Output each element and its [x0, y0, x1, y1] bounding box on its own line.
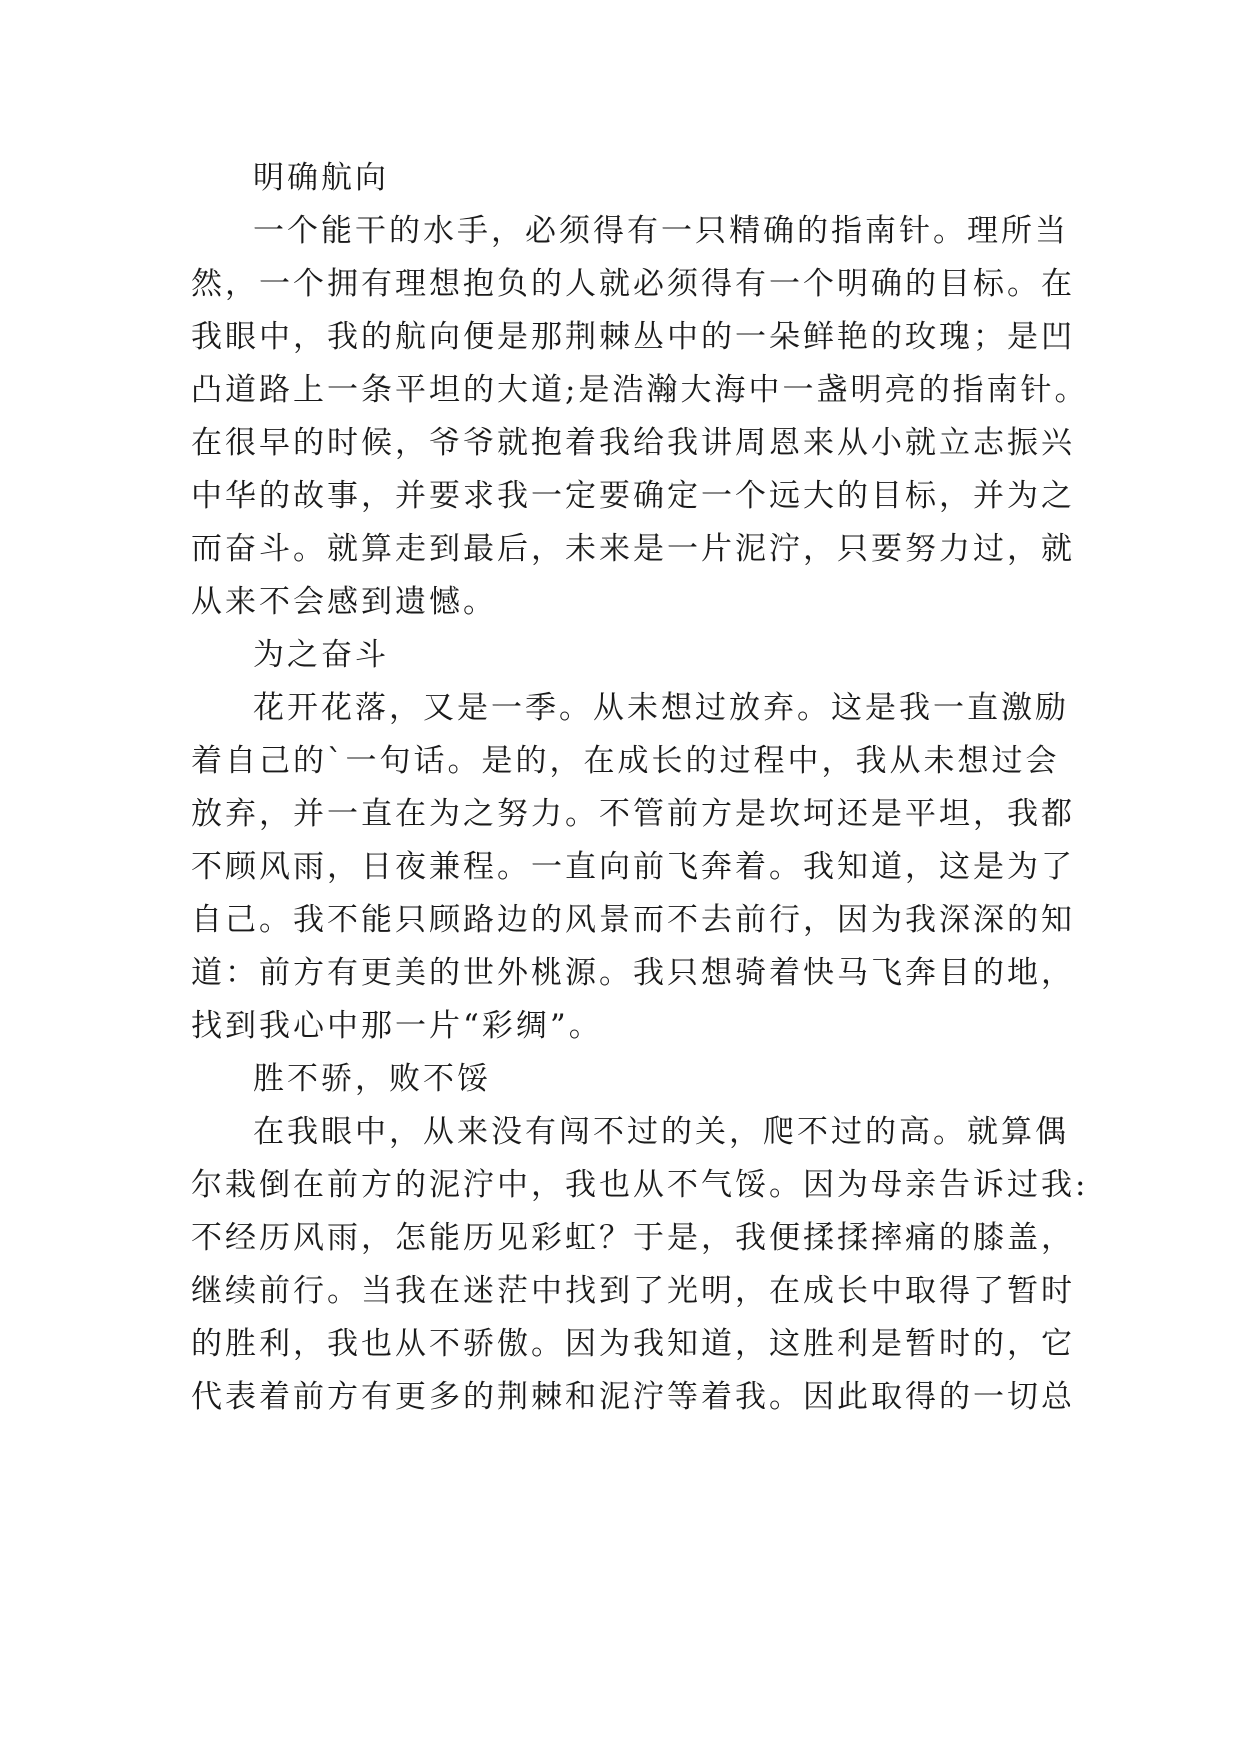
paragraph-line: 继续前行。当我在迷茫中找到了光明，在成长中取得了暂时 [191, 1273, 1075, 1309]
heading-mingque-hangxiang: 明确航向 [253, 160, 389, 196]
paragraph-line: 找到我心中那一片“彩绸”。 [191, 1008, 603, 1044]
paragraph-line: 花开花落，又是一季。从未想过放弃。这是我一直激励 [253, 690, 1069, 726]
paragraph-line: 代表着前方有更多的荆棘和泥泞等着我。因此取得的一切总 [191, 1379, 1075, 1415]
heading-weizhi-fendou: 为之奋斗 [253, 637, 389, 673]
paragraph-line: 不经历风雨，怎能历见彩虹？于是，我便揉揉摔痛的膝盖， [191, 1220, 1075, 1256]
paragraph-line: 在我眼中，从来没有闯不过的关，爬不过的高。就算偶 [253, 1114, 1069, 1150]
paragraph-line: 尔栽倒在前方的泥泞中，我也从不气馁。因为母亲告诉过我: [191, 1167, 1089, 1203]
paragraph-line: 不顾风雨，日夜兼程。一直向前飞奔着。我知道，这是为了 [191, 849, 1075, 885]
paragraph-line: 一个能干的水手，必须得有一只精确的指南针。理所当 [253, 213, 1069, 249]
paragraph-line: 自己。我不能只顾路边的风景而不去前行，因为我深深的知 [191, 902, 1075, 938]
paragraph-line: 的胜利，我也从不骄傲。因为我知道，这胜利是暂时的，它 [191, 1326, 1075, 1362]
paragraph-line: 在很早的时候，爷爷就抱着我给我讲周恩来从小就立志振兴 [191, 425, 1075, 461]
paragraph-line: 而奋斗。就算走到最后，未来是一片泥泞，只要努力过，就 [191, 531, 1075, 567]
paragraph-line: 凸道路上一条平坦的大道;是浩瀚大海中一盏明亮的指南针。 [191, 372, 1089, 408]
paragraph-line: 道：前方有更美的世外桃源。我只想骑着快马飞奔目的地， [191, 955, 1075, 991]
paragraph-line: 我眼中，我的航向便是那荆棘丛中的一朵鲜艳的玫瑰；是凹 [191, 319, 1075, 355]
paragraph-line: 然，一个拥有理想抱负的人就必须得有一个明确的目标。在 [191, 266, 1075, 302]
paragraph-line: 着自己的`一句话。是的，在成长的过程中，我从未想过会 [191, 743, 1060, 779]
paragraph-line: 放弃，并一直在为之努力。不管前方是坎坷还是平坦，我都 [191, 796, 1075, 832]
paragraph-line: 中华的故事，并要求我一定要确定一个远大的目标，并为之 [191, 478, 1075, 514]
paragraph-line: 从来不会感到遗憾。 [191, 584, 497, 620]
heading-sheng-bu-jiao: 胜不骄，败不馁 [253, 1061, 491, 1097]
